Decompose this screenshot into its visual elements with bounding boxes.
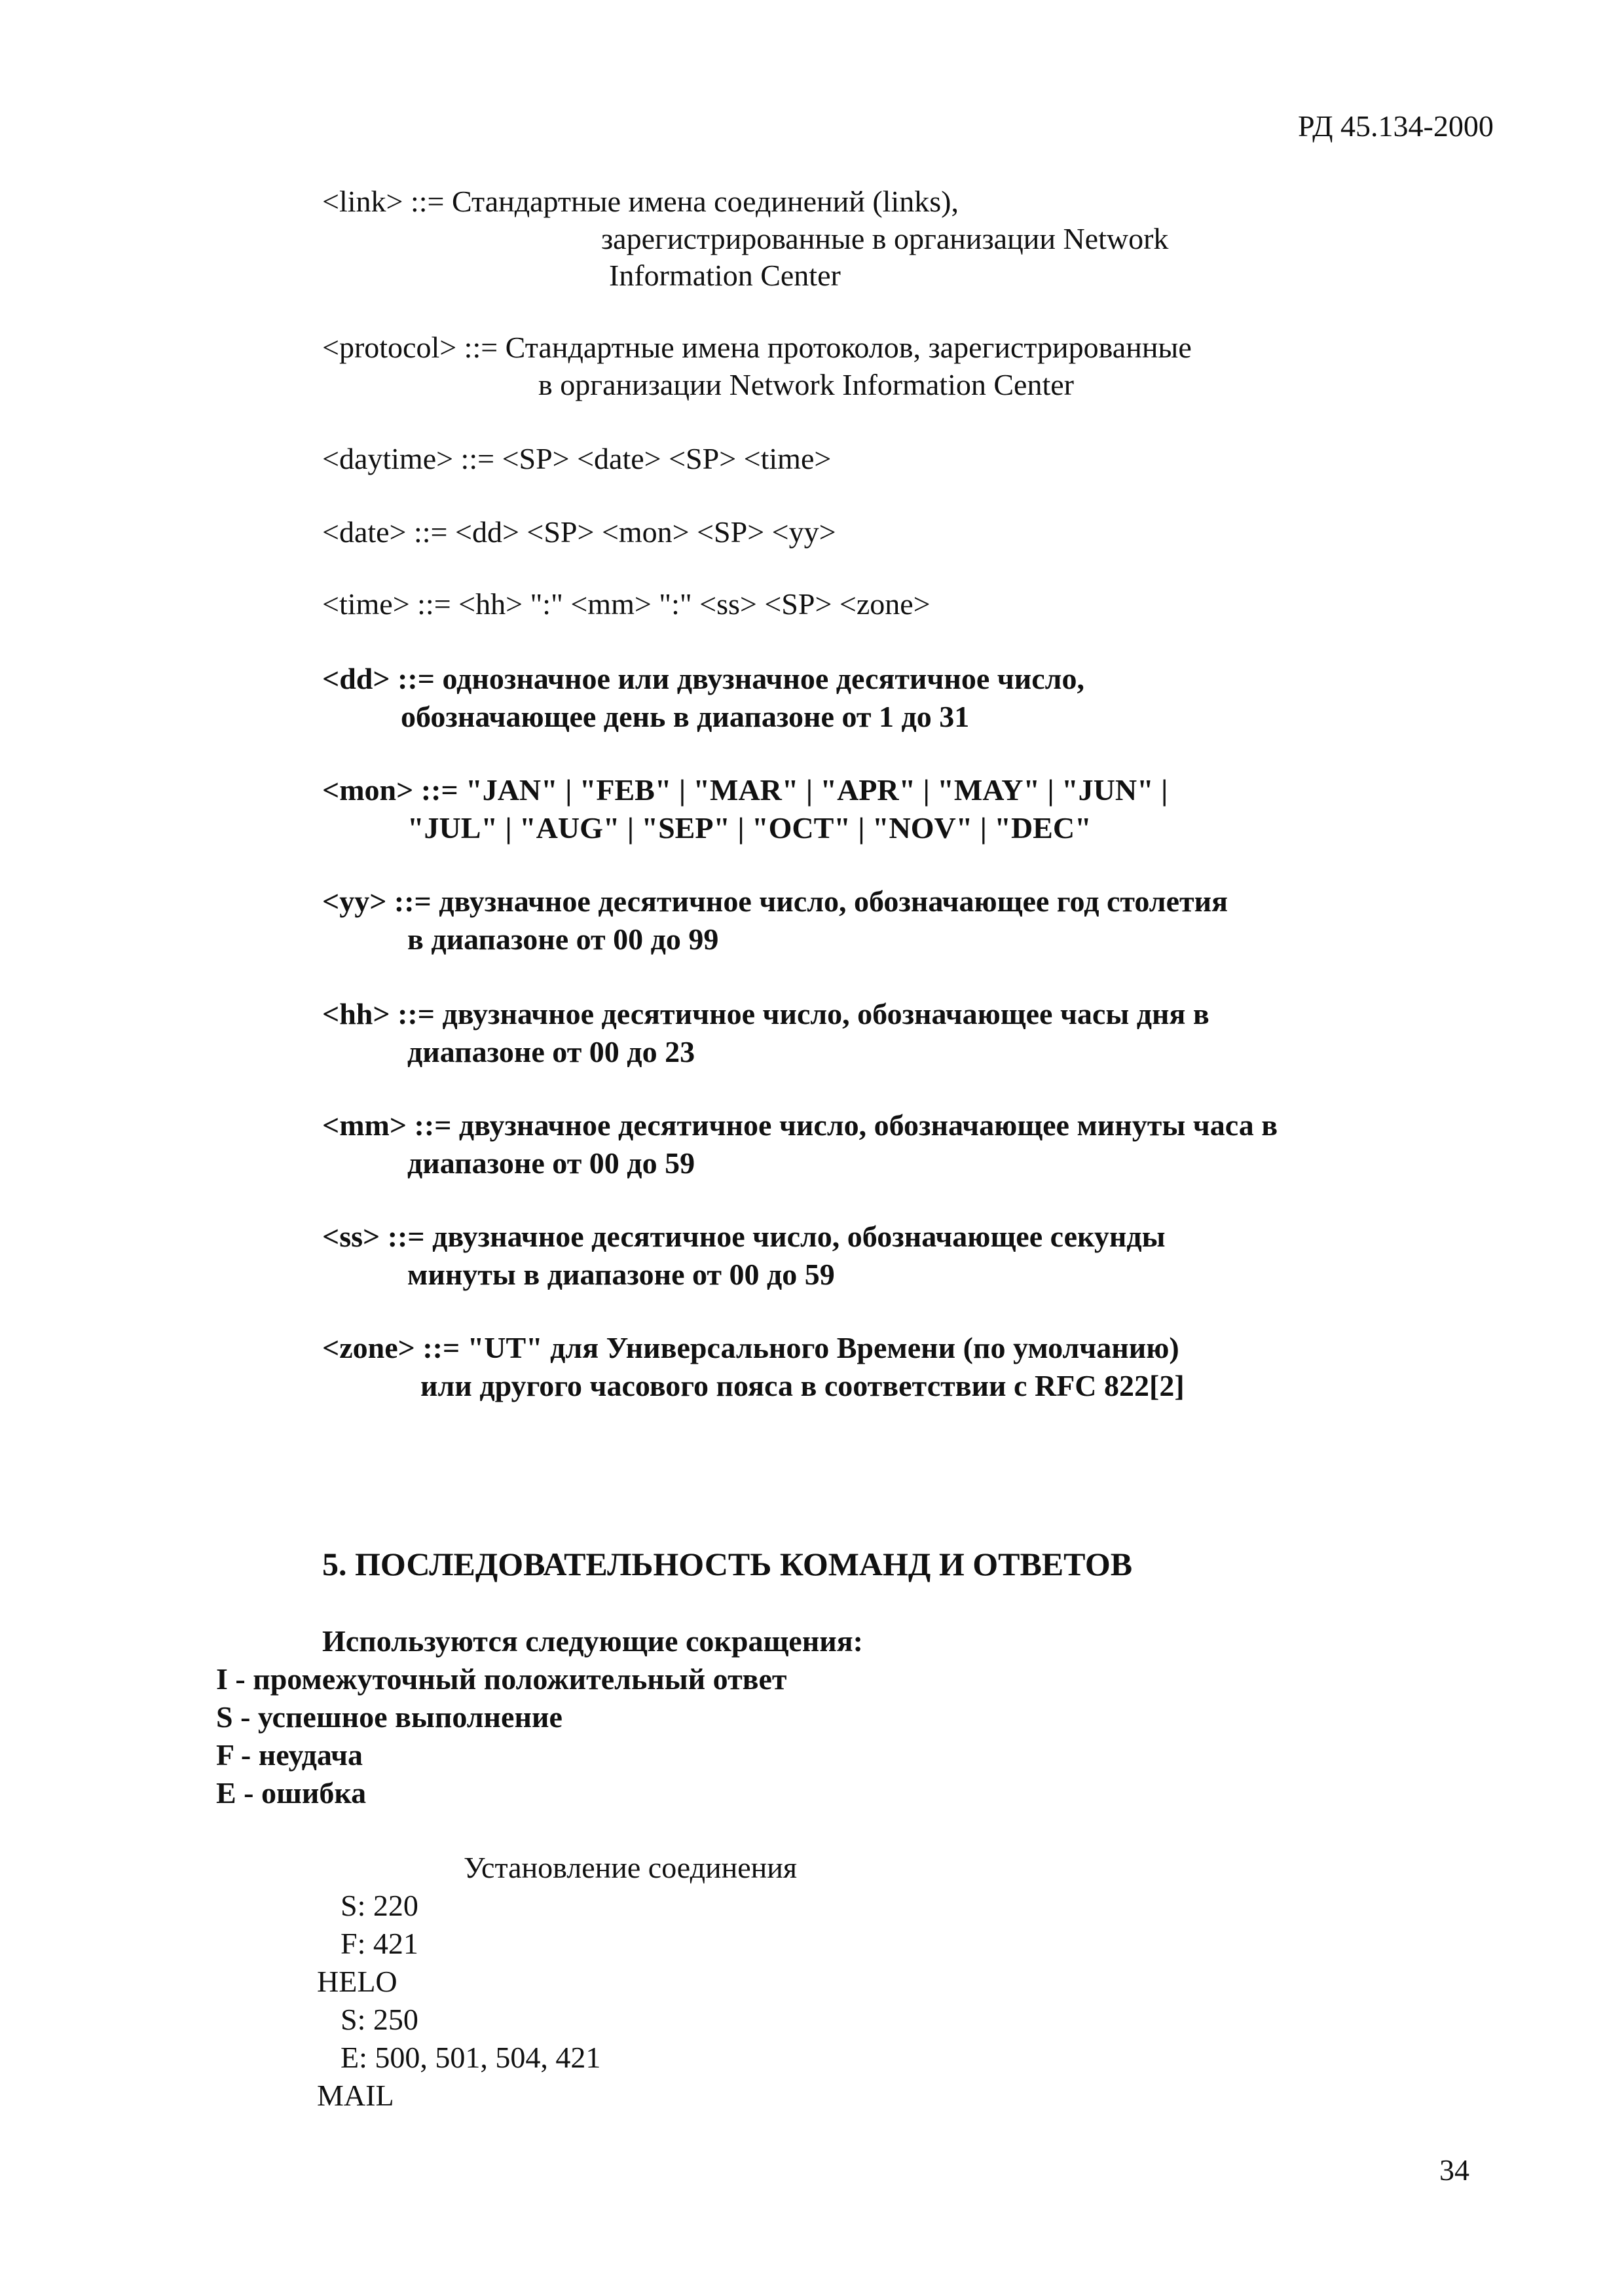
- def-mm-line-1: <mm> ::= двузначное десятичное число, обозначающее минуты часа в: [322, 1108, 1278, 1142]
- def-yy-line-1: <yy> ::= двузначное десятичное число, обозначающее год столетия: [322, 884, 1228, 918]
- def-hh-line-2: диапазоне от 00 до 23: [407, 1035, 695, 1068]
- def-dd-line-2: обозначающее день в диапазоне от 1 до 31: [401, 700, 970, 733]
- def-time: <time> ::= <hh> ":" <mm> ":" <ss> <SP> <zone>: [322, 587, 931, 621]
- sequence-title: Установление соединения: [464, 1851, 798, 1884]
- def-mm-line-2: диапазоне от 00 до 59: [407, 1146, 695, 1180]
- def-protocol-line-1: <protocol> ::= Стандартные имена протоколов, зарегистрированные: [322, 331, 1192, 364]
- abbreviation-s: S - успешное выполнение: [216, 1700, 563, 1734]
- def-link-line-1: <link> ::= Стандартные имена соединений (links),: [322, 185, 959, 218]
- def-date: <date> ::= <dd> <SP> <mon> <SP> <yy>: [322, 515, 836, 549]
- def-protocol-line-2: в организации Network Information Center: [538, 368, 1074, 401]
- def-daytime: <daytime> ::= <SP> <date> <SP> <time>: [322, 442, 832, 475]
- page-number: 34: [1439, 2153, 1469, 2187]
- sequence-command: HELO: [317, 1965, 397, 1998]
- def-mon-line-2: "JUL" | "AUG" | "SEP" | "OCT" | "NOV" | "DEC": [407, 811, 1092, 845]
- def-mon-line-1: <mon> ::= "JAN" | "FEB" | "MAR" | "APR" | "MAY" | "JUN" |: [322, 773, 1168, 807]
- def-yy-line-2: в диапазоне от 00 до 99: [407, 922, 719, 956]
- sequence-line: E: 500, 501, 504, 421: [341, 2041, 601, 2074]
- document-code: РД 45.134-2000: [1298, 109, 1494, 143]
- def-dd-line-1: <dd> ::= однозначное или двузначное десятичное число,: [322, 662, 1084, 695]
- def-ss-line-1: <ss> ::= двузначное десятичное число, обозначающее секунды: [322, 1220, 1166, 1253]
- sequence-line: S: 250: [341, 2003, 418, 2036]
- abbreviations-intro: Используются следующие сокращения:: [322, 1624, 863, 1658]
- abbreviation-e: E - ошибка: [216, 1776, 367, 1810]
- def-zone-line-1: <zone> ::= "UT" для Универсального Времени (по умолчанию): [322, 1331, 1179, 1364]
- def-ss-line-2: минуты в диапазоне от 00 до 59: [407, 1258, 835, 1291]
- sequence-line: S: 220: [341, 1889, 418, 1922]
- def-link-line-2: зарегистрированные в организации Network: [601, 222, 1169, 255]
- def-hh-line-1: <hh> ::= двузначное десятичное число, обозначающее часы дня в: [322, 997, 1209, 1030]
- abbreviation-i: I - промежуточный положительный ответ: [216, 1662, 787, 1696]
- section-heading: 5. ПОСЛЕДОВАТЕЛЬНОСТЬ КОМАНД И ОТВЕТОВ: [322, 1546, 1133, 1582]
- sequence-command: MAIL: [317, 2079, 394, 2112]
- sequence-line: F: 421: [341, 1927, 418, 1960]
- def-link-line-3: Information Center: [609, 259, 841, 292]
- abbreviation-f: F - неудача: [216, 1738, 363, 1772]
- def-zone-line-2: или другого часового пояса в соответствии с RFC 822[2]: [420, 1369, 1185, 1402]
